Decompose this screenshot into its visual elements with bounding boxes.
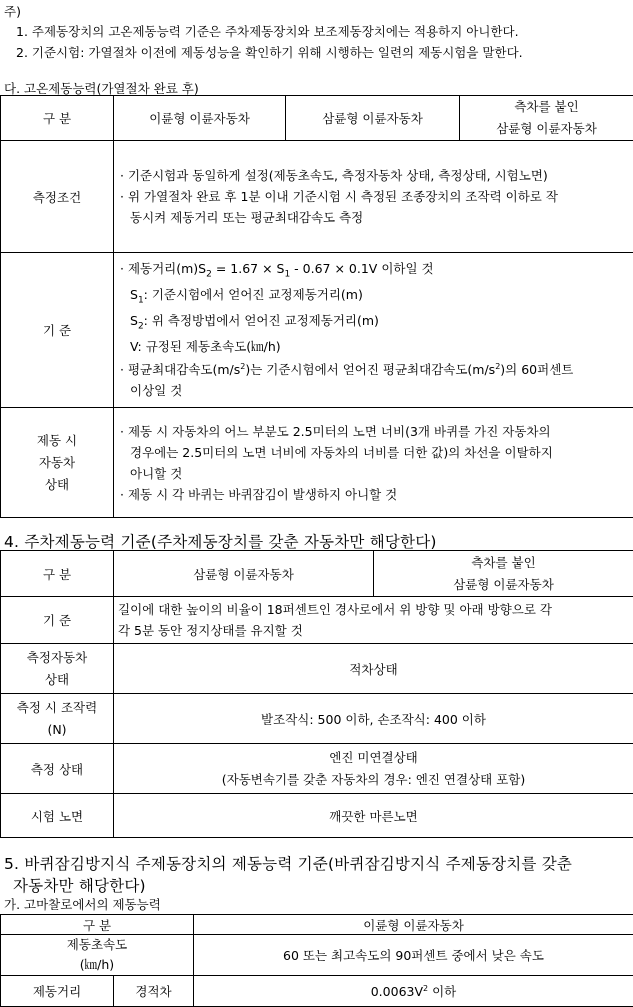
t2-measure-state-value: 엔진 미연결상태 (자동변속기를 갖춘 자동차의 경우: 엔진 연결상태 포함) <box>114 744 633 794</box>
t2-header-category: 구 분 <box>1 551 114 597</box>
row-label-vehicle-state: 제동 시 자동차 상태 <box>1 408 114 518</box>
header-sidecar: 측차를 붙인 삼륜형 이륜자동차 <box>460 96 633 141</box>
parking-brake-table <box>0 550 633 838</box>
t3-row-sublabel-light: 경적차 <box>114 976 194 1007</box>
t2-header-sidecar: 측차를 붙인 삼륜형 이륜자동차 <box>374 551 633 597</box>
section-ga-title: 가. 고마찰로에서의 제동능력 <box>4 897 161 912</box>
section-5-title-line1: 5. 바퀴잠김방지식 주제동장치의 제동능력 기준(바퀴잠김방지식 주제동장치를 갖춘 <box>4 855 573 873</box>
header-three-wheel: 삼륜형 이륜자동차 <box>286 96 460 141</box>
t3-braking-distance-value: $0.0063V^2$ 이하 <box>194 976 633 1007</box>
section-4-title: 4. 주차제동능력 기준(주차제동장치를 갖춘 자동차만 해당한다) <box>4 533 437 551</box>
header-two-wheel: 이륜형 이륜자동차 <box>114 96 286 141</box>
section-5-title-line2: 자동차만 해당한다) <box>13 877 146 895</box>
t2-row-label-standard: 기 준 <box>1 597 114 644</box>
abs-braking-table <box>0 914 633 1007</box>
measurement-condition-text: · 기준시험과 동일하게 설정(제동초속도, 측정자동차 상태, 측정상태, 시험노면) · 위 가열절차 완료 후 1분 이내 기준시험 시 측정된 조종장치의 조작력 이하로 작 동시켜 제동거리 또는 평균최대감속도 측정 <box>114 141 633 253</box>
notes-label: 주) <box>4 4 21 19</box>
t2-header-three-wheel: 삼륜형 이륜자동차 <box>114 551 374 597</box>
t2-row-label-test-surface: 시험 노면 <box>1 794 114 838</box>
header-category: 구 분 <box>1 96 114 141</box>
row-label-measurement-condition: 측정조건 <box>1 141 114 253</box>
standard-text: · 제동거리$(m)S_2 = 1.67 \times S_1 - 0.67 \times 0.1V$ 이하일 것 $S_1$: 기준시험에서 얻어진 교정제동거리(m) $S_2$: 위 측정방법에서 얻어진 교정제동거리(m) V: 규정된 제동초속도(㎞/h) · 평균최대감속도$(m/s^2)$는 기준시험에서 얻어진 평균최대감속도$(m/s^2)$의 60퍼센트 이상일 것 <box>114 253 633 408</box>
vehicle-state-text: · 제동 시 자동차의 어느 부분도 2.5미터의 노면 너비(3개 바퀴를 가진 자동차의 경우에는 2.5미터의 노면 너비에 자동차의 너비를 더한 값)의 차선을 이탈하지 아니할 것 · 제동 시 각 바퀴는 바퀴잠김이 발생하지 아니할 것 <box>114 408 633 518</box>
t2-standard-text: 길이에 대한 높이의 비율이 18퍼센트인 경사로에서 위 방향 및 아래 방향으로 각 각 5분 동안 정지상태를 유지할 것 <box>114 597 633 644</box>
high-temp-braking-table <box>0 95 633 518</box>
t2-force-value: 발조작식: 500 이하, 손조작식: 400 이하 <box>114 694 633 744</box>
row-label-standard: 기 준 <box>1 253 114 408</box>
t3-initial-speed-value: 60 또는 최고속도의 90퍼센트 중에서 낮은 속도 <box>194 935 633 976</box>
note-item-2: 2. 기준시험: 가열절차 이전에 제동성능을 확인하기 위해 시행하는 일련의 제동시험을 말한다. <box>16 45 523 60</box>
t2-row-label-force: 측정 시 조작력 (N) <box>1 694 114 744</box>
t2-test-surface-value: 깨끗한 마른노면 <box>114 794 633 838</box>
t3-row-label-braking-distance: 제동거리 <box>1 976 114 1007</box>
t3-row-label-initial-speed: 제동초속도 (㎞/h) <box>1 935 194 976</box>
t2-row-label-vehicle-state: 측정자동차 상태 <box>1 644 114 694</box>
note-item-1: 1. 주제동장치의 고온제동능력 기준은 주차제동장치와 보조제동장치에는 적용하지 아니한다. <box>16 24 519 39</box>
section-da-title: 다. 고온제동능력(가열절차 완료 후) <box>4 81 199 96</box>
t2-vehicle-state-value: 적차상태 <box>114 644 633 694</box>
t2-row-label-measure-state: 측정 상태 <box>1 744 114 794</box>
t3-header-category: 구 분 <box>1 915 194 935</box>
t3-header-two-wheel: 이륜형 이륜자동차 <box>194 915 633 935</box>
